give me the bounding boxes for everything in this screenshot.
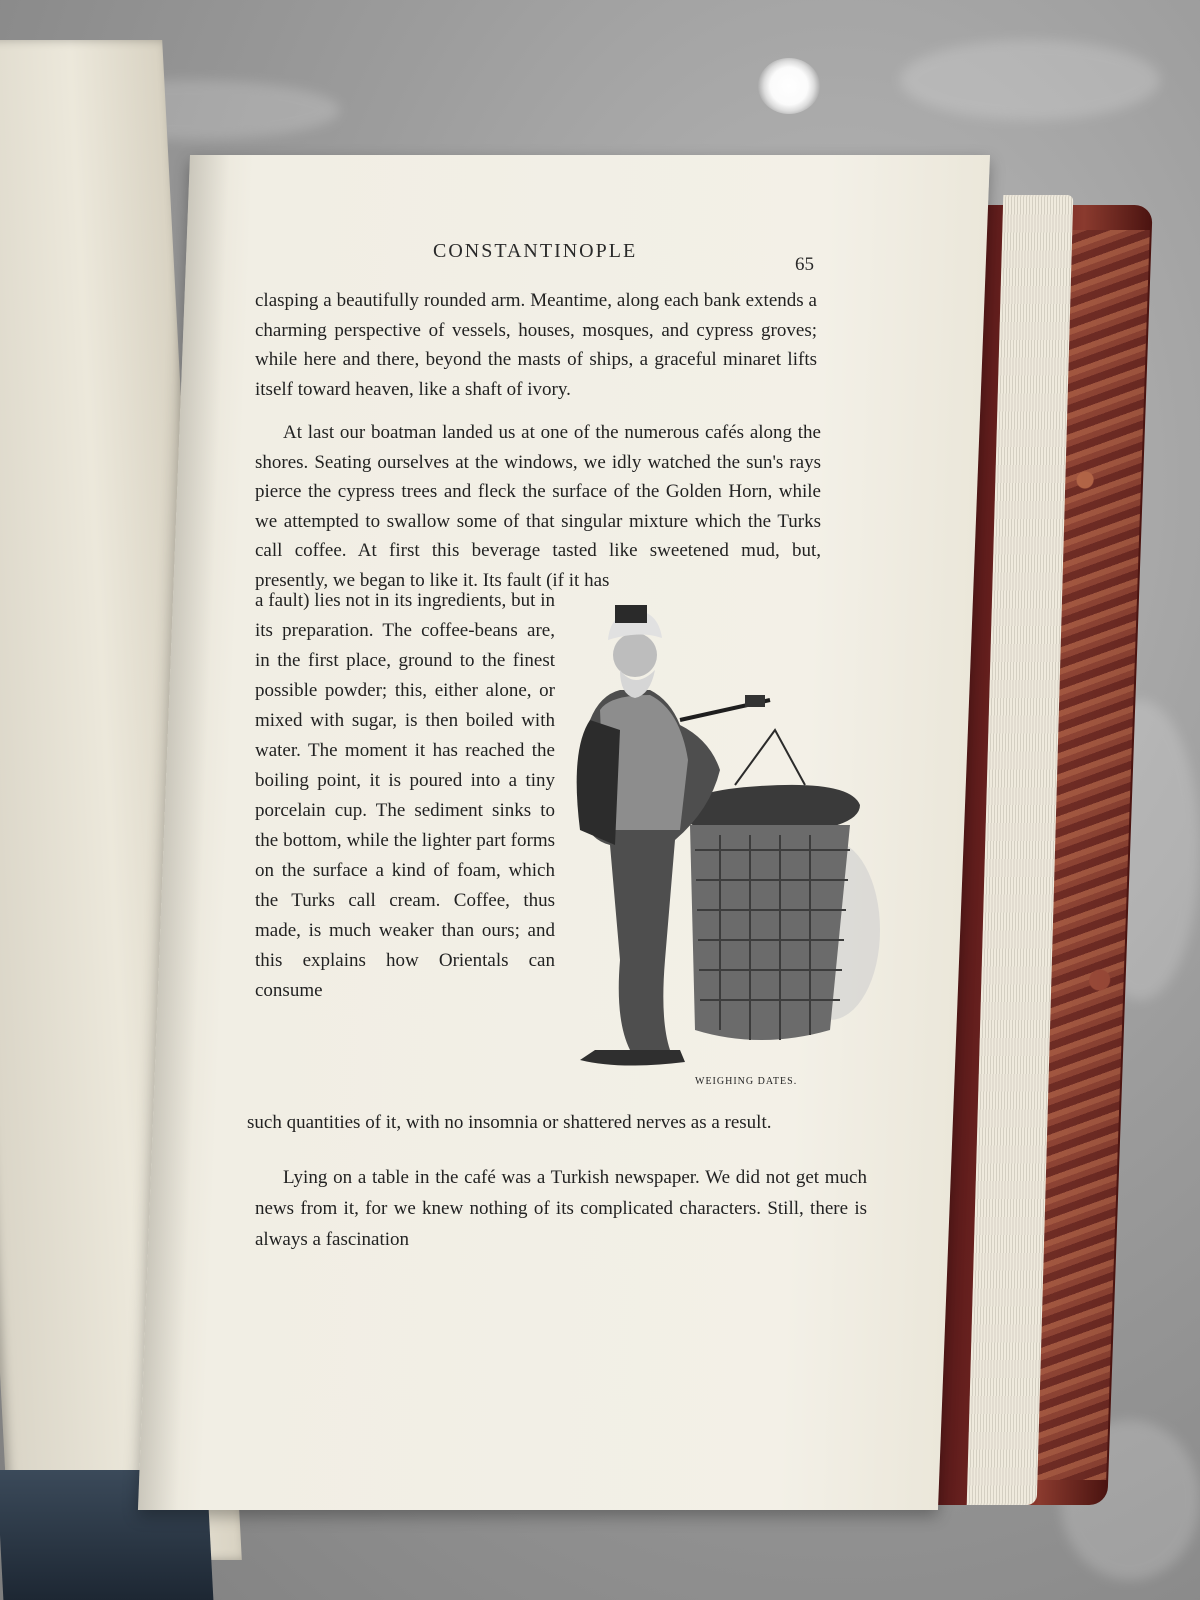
weighing-dates-illustration (560, 600, 890, 1070)
page-content (247, 240, 867, 1270)
figure-caption: WEIGHING DATES. (695, 1076, 798, 1087)
running-head: CONSTANTINOPLE (433, 240, 638, 262)
paragraph-1: clasping a beautifully rounded arm. Meantime, along each bank extends a charming perspective of vessels, houses, mosques, and cypress groves; while here and there, beyond the masts of ships, a graceful minaret lifts itself toward heaven, like a shaft of ivory. (255, 290, 817, 400)
page-number: 65 (795, 254, 814, 275)
ceiling-light-reflection (758, 58, 820, 114)
wrapped-text: a fault) lies not in its ingredients, but in its preparation. The coffee-beans are, in the first place, ground to the finest possible powder; this, either alone, or mixed with sugar, is then boiled with water. The moment it has reached the boiling point, it is poured into a tiny porcelain cup. The sediment sinks to the bottom, while the lighter part forms on the surface a kind of foam, which the Turks call cream. Coffee, thus made, is much weaker than ours; and this explains how Orientals can consume (255, 590, 555, 1001)
paragraph-3: Lying on a table in the café was a Turkish newspaper. We did not get much news from it, for we knew nothing of its complicated characters. Still, there is always a fascination (255, 1167, 867, 1250)
paragraph-2: At last our boatman landed us at one of the numerous cafés along the shores. Seating ourselves at the windows, we idly watched the sun's rays pierce the cypress trees and fleck the surface of the Golden Horn, while we attempted to swallow some of that singular mixture which the Turks call coffee. At first this beverage tasted like sweetened mud, but, presently, we began to like it. Its fault (if it has (255, 422, 821, 591)
tail-text: such quantities of it, with no insomnia or shattered nerves as a result. (247, 1112, 772, 1133)
